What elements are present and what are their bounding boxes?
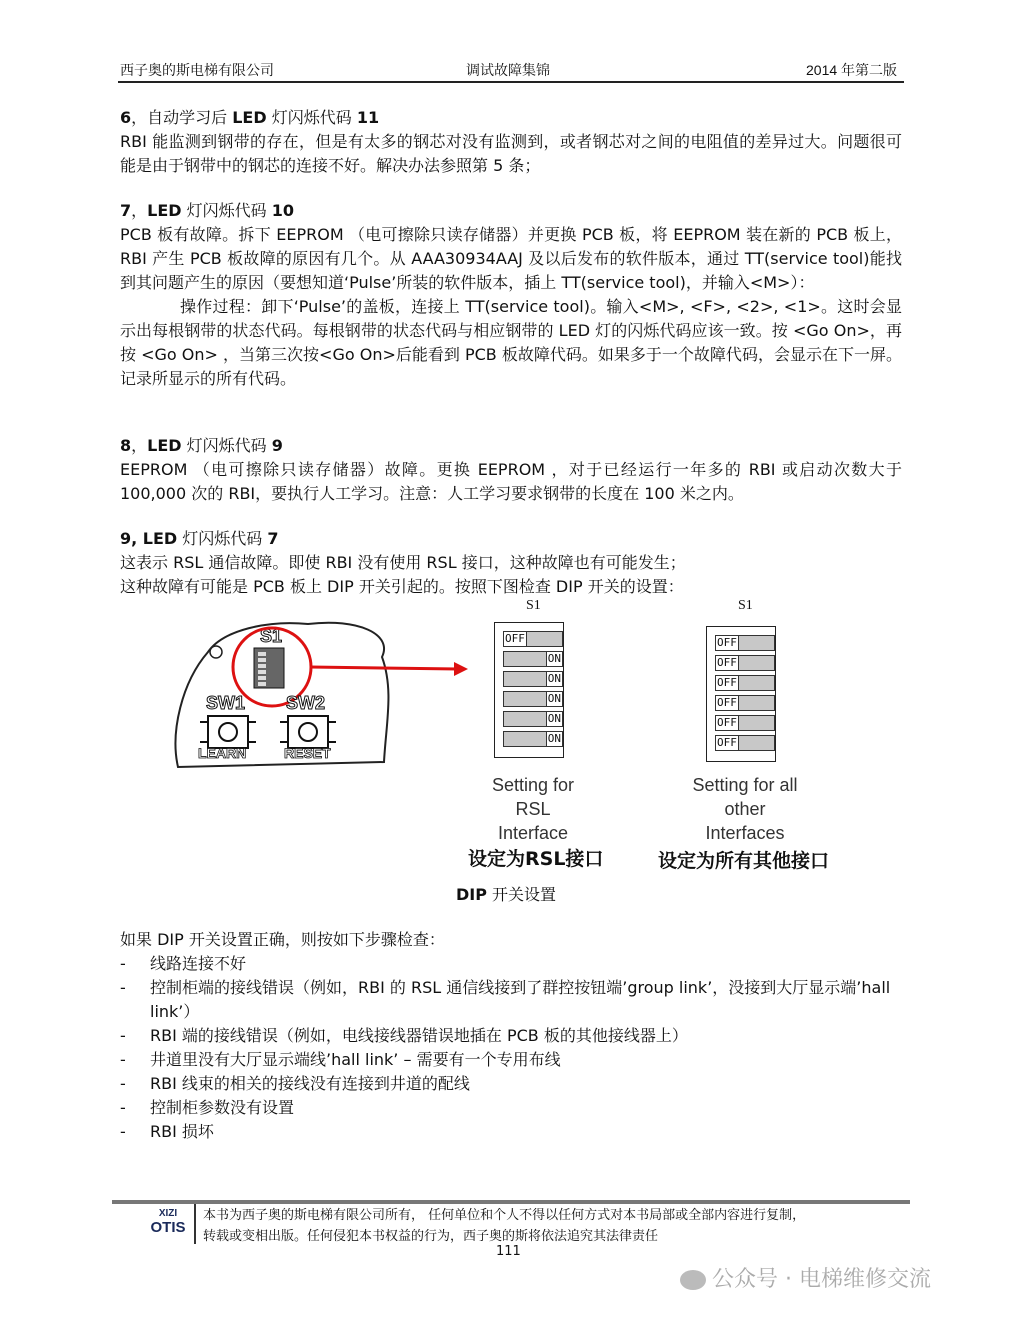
list-item: - RBI 损坏	[120, 1120, 902, 1144]
section-9	[120, 527, 902, 599]
dip-toggle-state: OFF	[717, 736, 737, 749]
dip-toggle-state: ON	[547, 672, 561, 685]
section-8-body: EEPROM （电可擦除只读存储器）故障。更换 EEPROM ，对于已经运行一年多的 RBI 或启动次数大于 100,000 次的 RBI，要执行人工学习。注意：人工学习要求钢带的长度在 100 米之内。	[120, 460, 902, 503]
learn-label: LEARN	[198, 745, 247, 761]
wechat-icon	[680, 1270, 706, 1290]
pointer-arrow	[310, 667, 458, 669]
check-section	[120, 928, 902, 1144]
dip-switch-rsl	[494, 622, 564, 758]
footer-divider	[194, 1204, 196, 1244]
dip-toggle-state: OFF	[717, 716, 737, 729]
dip-toggle-state: OFF	[717, 636, 737, 649]
dip-toggle	[715, 715, 775, 731]
footer-rule	[112, 1200, 910, 1204]
dip-toggle	[715, 695, 775, 711]
dip-toggle-state: ON	[547, 692, 561, 705]
header-company: 西子奥的斯电梯有限公司	[120, 62, 274, 78]
list-item: - 井道里没有大厅显示端线’hall link’ – 需要有一个专用布线	[120, 1048, 902, 1072]
section-7-title: 7，LED 灯闪烁代码 10	[120, 201, 295, 220]
page-number: 111	[496, 1244, 521, 1259]
dip-toggle	[503, 651, 563, 667]
list-item: - 控制柜参数没有设置	[120, 1096, 902, 1120]
board-s1-label: S1	[260, 626, 283, 646]
dip-toggle	[715, 735, 775, 751]
watermark: 公众号 · 电梯维修交流	[680, 1262, 931, 1293]
header-rule	[118, 81, 904, 83]
dip-toggle	[715, 655, 775, 671]
dip-toggle-state: OFF	[505, 632, 525, 645]
check-intro: 如果 DIP 开关设置正确，则按如下步骤检查：	[120, 930, 445, 949]
caption-left-zh: 设定为RSL接口	[468, 848, 604, 870]
dip-toggle-state: OFF	[717, 656, 737, 669]
check-list	[120, 952, 902, 1144]
dip-toggle-state: ON	[547, 652, 561, 665]
section-6	[120, 106, 902, 178]
section-6-body: RBI 能监测到钢带的存在，但是有太多的钢芯对没有监测到，或者钢芯对之间的电阻值的差异过大。问题很可能是由于钢带中的钢芯的连接不好。解决办法参照第 5 条；	[120, 132, 902, 175]
section-8-title: 8，LED 灯闪烁代码 9	[120, 436, 283, 455]
xizi-otis-logo: XIZI OTIS	[150, 1208, 186, 1236]
header-title: 调试故障集锦	[466, 62, 550, 78]
dip-toggle-state: ON	[547, 712, 561, 725]
section-9-line2: 这种故障有可能是 PCB 板上 DIP 开关引起的。按照下图检查 DIP 开关的设置：	[120, 577, 684, 596]
dip-toggle	[715, 675, 775, 691]
dip-toggle	[503, 731, 563, 747]
right-switch-title: S1	[738, 598, 753, 613]
dip-toggle	[503, 671, 563, 687]
footer-notice: 本书为西子奥的斯电梯有限公司所有， 任何单位和个人不得以任何方式对本书局部或全部内容进行复制， 转载或变相出版。任何侵犯本书权益的行为，西子奥的斯将依法追究其法律责任	[203, 1208, 806, 1244]
caption-right-zh: 设定为所有其他接口	[658, 850, 830, 872]
dip-toggle-state: ON	[547, 732, 561, 745]
caption-right-en: Setting for all other Interfaces	[692, 775, 798, 843]
reset-label: RESET	[284, 745, 331, 761]
list-item: - 控制柜端的接线错误（例如，RBI 的 RSL 通信线接到了群控按钮端’group link’，没接到大厅显示端’hall link’）	[120, 976, 902, 1024]
dip-toggle-state: OFF	[717, 676, 737, 689]
sw1-label: SW1	[206, 693, 246, 713]
dip-switch-other	[706, 626, 776, 762]
list-item: - RBI 线束的相关的接线没有连接到井道的配线	[120, 1072, 902, 1096]
figure-caption: DIP 开关设置	[456, 885, 557, 904]
header-edition: 2014 年第二版	[806, 62, 898, 78]
caption-left-en: Setting for RSL Interface	[491, 775, 575, 843]
section-6-title: 6，自动学习后 LED 灯闪烁代码 11	[120, 108, 380, 127]
arrow-head	[454, 662, 468, 676]
section-9-line1: 这表示 RSL 通信故障。即使 RBI 没有使用 RSL 接口，这种故障也有可能发生；	[120, 553, 686, 572]
section-9-title: 9, LED 灯闪烁代码 7	[120, 529, 279, 548]
dip-toggle	[503, 691, 563, 707]
dip-toggle	[503, 711, 563, 727]
board-illustration	[168, 612, 478, 774]
list-item: - 线路连接不好	[120, 952, 902, 976]
left-switch-title: S1	[526, 598, 541, 613]
section-7-procedure: 操作过程：卸下‘Pulse’的盖板，连接上 TT(service tool)。输入<M>, <F>, <2>, <1>。这时会显示出每根钢带的状态代码。每根钢带的状态代码与相应钢带的 LED 灯的闪烁代码应该一致。按 <Go On>，再按 <Go On> ，当第三次按<Go On>后能看到 PCB 板故障代码。如果多于一个故障代码，会显示在下一屏。记录所显示的所有代码。	[120, 297, 902, 388]
section-7	[120, 199, 902, 391]
section-7-body: PCB 板有故障。拆下 EEPROM （电可擦除只读存储器）并更换 PCB 板，将 EEPROM 装在新的 PCB 板上，RBI 产生 PCB 板故障的原因有几个。从 AAA30934AAJ 及以后发布的软件版本，通过 TT(service tool)能找到其问题产生的原因（要想知道‘Pulse’所装的软件版本，插上 TT(service tool)，并输入<M>）：	[120, 225, 902, 292]
sw2-label: SW2	[286, 693, 326, 713]
dip-toggle-state: OFF	[717, 696, 737, 709]
dip-toggle	[503, 631, 563, 647]
list-item: - RBI 端的接线错误（例如，电线接线器错误地插在 PCB 板的其他接线器上）	[120, 1024, 902, 1048]
section-8	[120, 434, 902, 506]
dip-toggle	[715, 635, 775, 651]
mounting-hole	[210, 646, 222, 658]
